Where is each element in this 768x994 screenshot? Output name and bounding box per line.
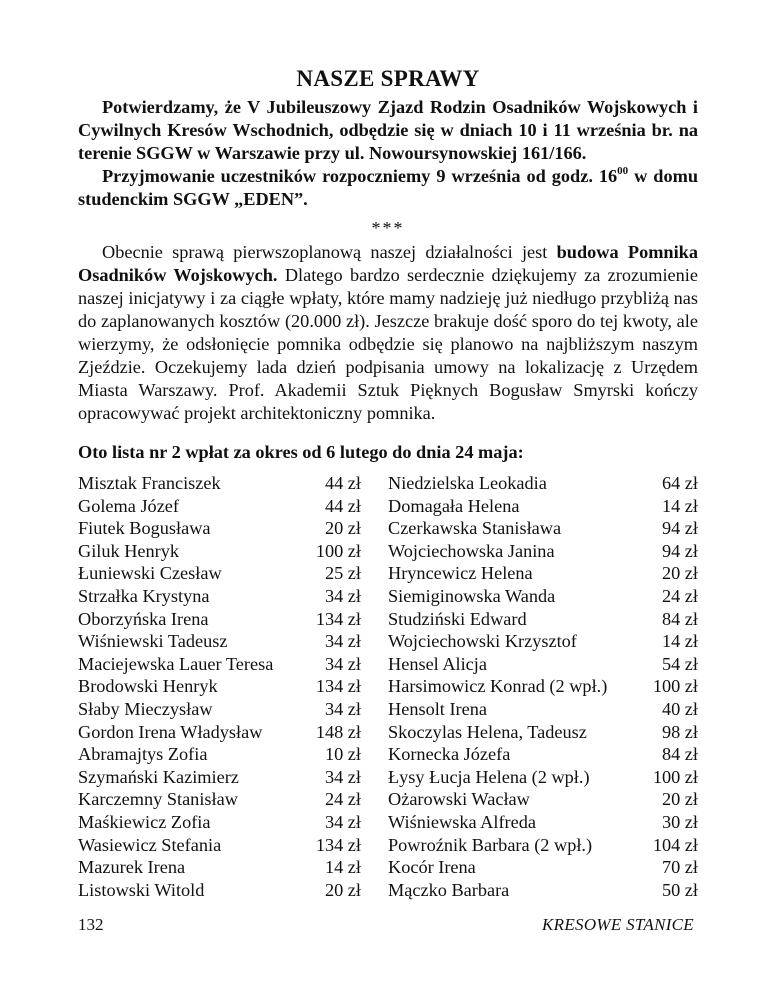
donor-name: Wasiewicz Stefania bbox=[78, 834, 222, 855]
donor-name: Domagała Helena bbox=[388, 495, 520, 516]
donor-name: Kocór Irena bbox=[388, 857, 476, 878]
donation-amount: 84 zł bbox=[661, 608, 698, 629]
donation-row bbox=[388, 743, 698, 766]
donation-row bbox=[78, 495, 361, 518]
donation-row bbox=[78, 879, 361, 902]
donation-amount: 100 zł bbox=[315, 540, 361, 561]
page-footer bbox=[78, 915, 694, 935]
donor-name: Ożarowski Wacław bbox=[388, 789, 530, 810]
page-content bbox=[78, 60, 698, 901]
donor-name: Czerkawska Stanisława bbox=[388, 518, 562, 539]
donation-amount: 24 zł bbox=[324, 789, 361, 810]
donor-name: Szymański Kazimierz bbox=[78, 766, 239, 787]
donation-amount: 25 zł bbox=[324, 563, 361, 584]
donation-row bbox=[388, 879, 698, 902]
donor-name: Maśkiewicz Zofia bbox=[78, 811, 211, 832]
donor-name: Siemiginowska Wanda bbox=[388, 585, 556, 606]
donor-name: Listowski Witold bbox=[78, 879, 205, 900]
donor-name: Wojciechowski Krzysztof bbox=[388, 631, 577, 652]
donation-amount: 34 zł bbox=[324, 698, 361, 719]
donation-row bbox=[78, 721, 361, 744]
donation-row bbox=[388, 698, 698, 721]
donation-row bbox=[388, 472, 698, 495]
donor-name: Oborzyńska Irena bbox=[78, 608, 209, 629]
donation-amount: 84 zł bbox=[661, 744, 698, 765]
donor-name: Mazurek Irena bbox=[78, 857, 186, 878]
donation-amount: 14 zł bbox=[661, 631, 698, 652]
donor-name: Powroźnik Barbara (2 wpł.) bbox=[388, 834, 593, 855]
donor-name: Kornecka Józefa bbox=[388, 744, 511, 765]
donation-amount: 100 zł bbox=[652, 676, 698, 697]
paragraph-registration bbox=[78, 165, 698, 211]
donation-row bbox=[78, 608, 361, 631]
registration-location: w domu studenckim SGGW „EDEN”. bbox=[78, 166, 698, 209]
donor-name: Abramajtys Zofia bbox=[78, 744, 208, 765]
donation-amount: 20 zł bbox=[661, 789, 698, 810]
donor-name: Mączko Barbara bbox=[388, 879, 510, 900]
donation-row bbox=[388, 834, 698, 857]
page-title: NASZE SPRAWY bbox=[296, 66, 480, 91]
donation-amount: 64 zł bbox=[661, 473, 698, 493]
donation-amount: 14 zł bbox=[661, 495, 698, 516]
donation-row bbox=[388, 788, 698, 811]
donor-name: Giluk Henryk bbox=[78, 540, 180, 561]
donor-name: Wiśniewski Tadeusz bbox=[78, 631, 228, 652]
donation-row bbox=[78, 675, 361, 698]
donation-row bbox=[388, 856, 698, 879]
page-number: 132 bbox=[78, 915, 104, 934]
donor-name: Łysy Łucja Helena (2 wpł.) bbox=[388, 766, 590, 787]
donation-amount: 50 zł bbox=[661, 879, 698, 900]
donation-amount: 34 zł bbox=[324, 811, 361, 832]
donor-name: Gordon Irena Władysław bbox=[78, 721, 263, 742]
donation-row bbox=[78, 788, 361, 811]
donation-row bbox=[78, 766, 361, 789]
registration-time-superscript: 00 bbox=[617, 165, 629, 177]
donation-amount: 100 zł bbox=[652, 766, 698, 787]
donation-amount: 40 zł bbox=[661, 698, 698, 719]
donation-row bbox=[388, 766, 698, 789]
donor-name: Misztak Franciszek bbox=[78, 473, 221, 493]
donor-name: Słaby Mieczysław bbox=[78, 698, 213, 719]
donor-name: Hensolt Irena bbox=[388, 698, 487, 719]
donor-name: Karczemny Stanisław bbox=[78, 789, 238, 810]
donation-row bbox=[78, 562, 361, 585]
donor-name: Brodowski Henryk bbox=[78, 676, 218, 697]
donation-row bbox=[78, 517, 361, 540]
donation-amount: 34 zł bbox=[324, 653, 361, 674]
donor-name: Fiutek Bogusława bbox=[78, 518, 211, 539]
donation-amount: 20 zł bbox=[324, 879, 361, 900]
donation-row bbox=[78, 472, 361, 495]
donor-name: Golema Józef bbox=[78, 495, 180, 516]
donor-name: Harsimowicz Konrad (2 wpł.) bbox=[388, 676, 608, 697]
donor-name: Strzałka Krystyna bbox=[78, 585, 210, 606]
donor-name: Łuniewski Czesław bbox=[78, 563, 222, 584]
donation-amount: 148 zł bbox=[315, 721, 361, 742]
registration-text: Przyjmowanie uczestników rozpoczniemy 9 września od godz. 16 bbox=[102, 166, 618, 186]
donation-amount: 94 zł bbox=[661, 540, 698, 561]
donations-column-right bbox=[388, 472, 698, 901]
donation-amount: 20 zł bbox=[324, 518, 361, 539]
donation-row bbox=[388, 721, 698, 744]
monument-name: budowa Pomnika Osadników Wojskowych. bbox=[78, 242, 698, 285]
donations-column-left bbox=[78, 472, 361, 901]
donation-amount: 134 zł bbox=[315, 608, 361, 629]
donation-row bbox=[78, 698, 361, 721]
donor-name: Hryncewicz Helena bbox=[388, 563, 533, 584]
donation-amount: 30 zł bbox=[661, 811, 698, 832]
donation-row bbox=[78, 653, 361, 676]
donor-name: Wiśniewska Alfreda bbox=[388, 811, 537, 832]
donation-row bbox=[388, 562, 698, 585]
donation-amount: 34 zł bbox=[324, 766, 361, 787]
monument-details: Dlatego bardzo serdecznie dziękujemy za zrozumienie naszej inicjatywy i za ciągłe wpłaty, które mamy nadzieję już niedługo przybliżą nas do zaplanowanych kosztów (20.000 zł). Jeszcze brakuje dość sporo do tej kwoty, ale wierzymy, że odsłonięcie pomnika odbędzie się planowo na najbliższym naszym Zjeździe. Oczekujemy lada dzień podpisania umowy na lokalizację z Urzędem Miasta Warszawy. Prof. Akademii Sztuk Pięknych Bogusław Smyrski kończy opracowywać projekt architektoniczny pomnika. bbox=[78, 265, 698, 423]
donation-amount: 134 zł bbox=[315, 834, 361, 855]
donation-row bbox=[78, 811, 361, 834]
donation-row bbox=[388, 495, 698, 518]
donor-name: Skoczylas Helena, Tadeusz bbox=[388, 721, 587, 742]
publication-title: KRESOWE STANICE bbox=[542, 915, 694, 934]
donation-row bbox=[388, 517, 698, 540]
donation-amount: 14 zł bbox=[324, 857, 361, 878]
donation-amount: 20 zł bbox=[661, 563, 698, 584]
donation-row bbox=[78, 743, 361, 766]
donations-list-heading: Oto lista nr 2 wpłat za okres od 6 lutego do dnia 24 maja: bbox=[78, 442, 524, 462]
donation-amount: 34 zł bbox=[324, 585, 361, 606]
donation-amount: 98 zł bbox=[661, 721, 698, 742]
donation-amount: 24 zł bbox=[661, 585, 698, 606]
donation-row bbox=[388, 608, 698, 631]
donation-amount: 44 zł bbox=[324, 495, 361, 516]
donation-amount: 134 zł bbox=[315, 676, 361, 697]
donation-row bbox=[78, 856, 361, 879]
donation-row bbox=[78, 585, 361, 608]
donation-amount: 34 zł bbox=[324, 631, 361, 652]
donation-row bbox=[388, 630, 698, 653]
donation-row bbox=[78, 630, 361, 653]
donation-amount: 70 zł bbox=[661, 857, 698, 878]
paragraph-congress-announcement: Potwierdzamy, że V Jubileuszowy Zjazd Rodzin Osadników Wojskowych i Cywilnych Kresów Wschodnich, odbędzie się w dniach 10 i 11 września br. na terenie SGGW w Warszawie przy ul. Nowoursynowskiej 161/166. bbox=[78, 97, 698, 163]
section-separator: *** bbox=[371, 218, 405, 238]
donation-amount: 10 zł bbox=[324, 744, 361, 765]
donation-amount: 44 zł bbox=[324, 473, 361, 493]
donor-name: Studziński Edward bbox=[388, 608, 527, 629]
donation-amount: 104 zł bbox=[652, 834, 698, 855]
donation-row bbox=[388, 653, 698, 676]
donations-list bbox=[78, 472, 698, 901]
donation-amount: 54 zł bbox=[661, 653, 698, 674]
donation-row bbox=[388, 585, 698, 608]
donation-amount: 94 zł bbox=[661, 518, 698, 539]
donor-name: Wojciechowska Janina bbox=[388, 540, 555, 561]
donation-row bbox=[388, 540, 698, 563]
donor-name: Maciejewska Lauer Teresa bbox=[78, 653, 274, 674]
donor-name: Hensel Alicja bbox=[388, 653, 487, 674]
donor-name: Niedzielska Leokadia bbox=[388, 473, 547, 493]
paragraph-monument bbox=[78, 241, 698, 425]
donation-row bbox=[78, 834, 361, 857]
donation-row bbox=[388, 811, 698, 834]
monument-intro: Obecnie sprawą pierwszoplanową naszej działalności jest bbox=[102, 242, 557, 262]
donation-row bbox=[388, 675, 698, 698]
donation-row bbox=[78, 540, 361, 563]
